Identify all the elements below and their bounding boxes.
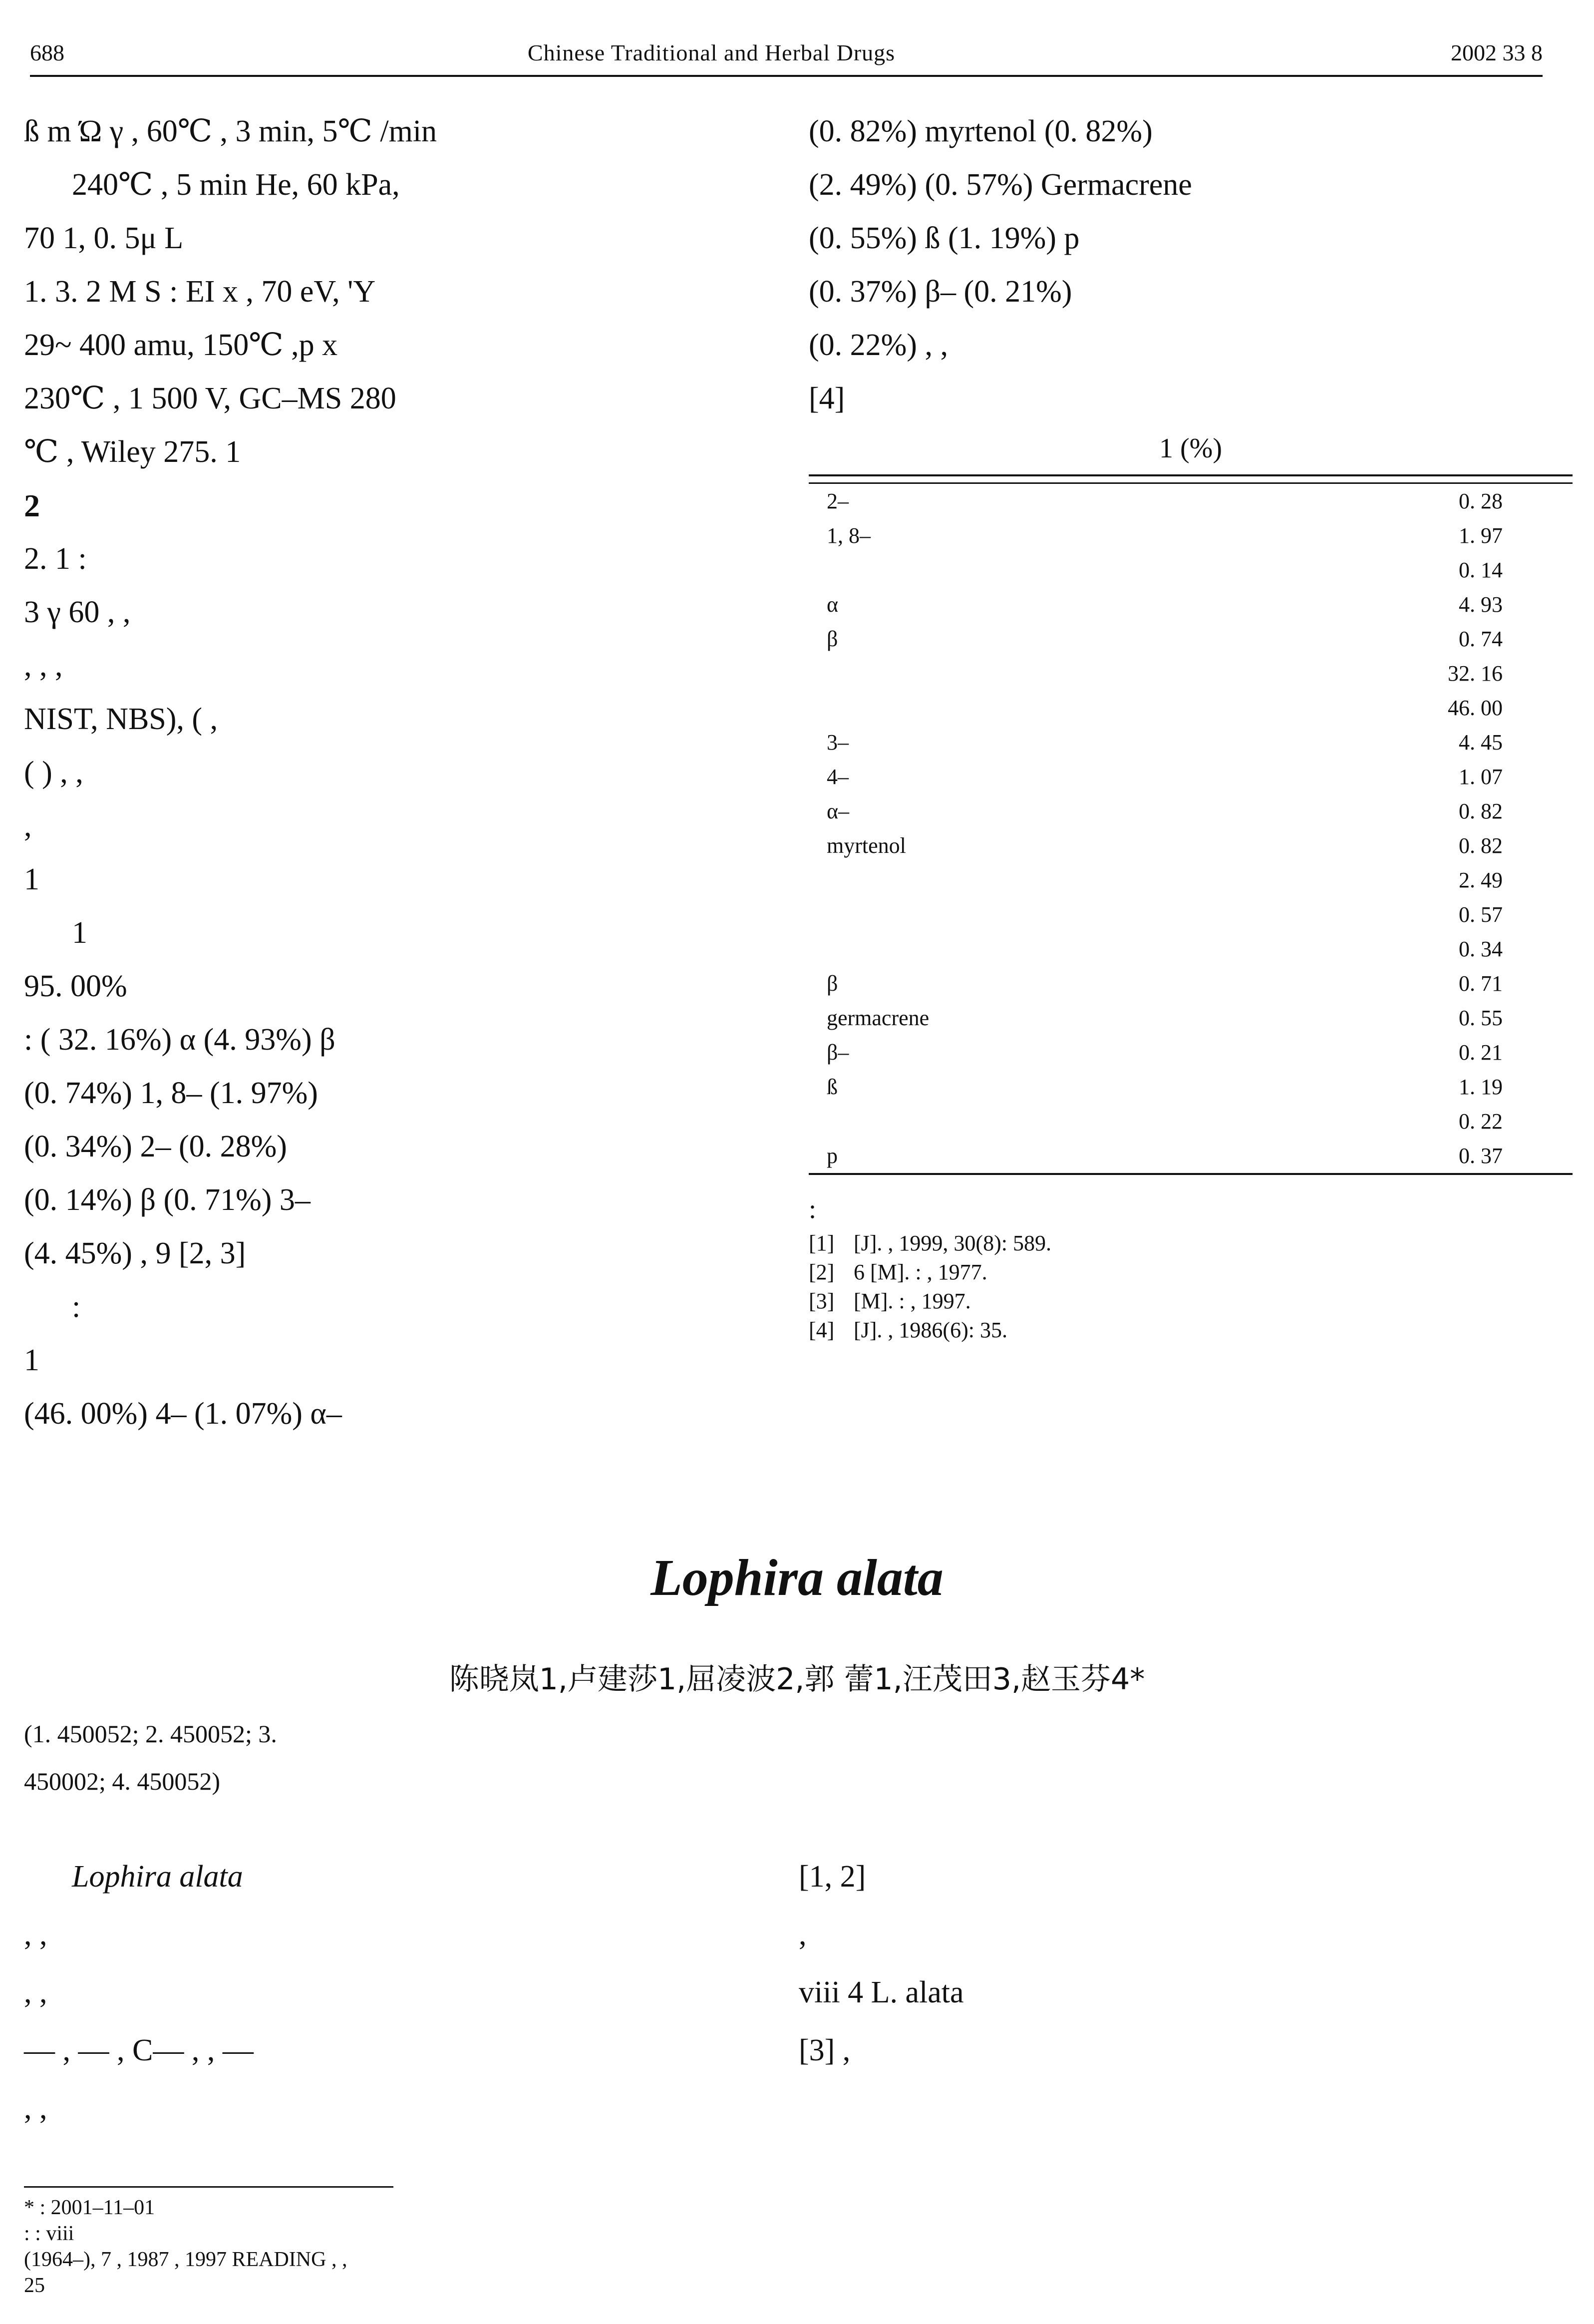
table-row (809, 828, 1573, 863)
table-row (809, 656, 1573, 691)
table-cell-name: β– (827, 1040, 849, 1065)
table-cell-value: 0. 82 (1459, 833, 1503, 858)
paragraph: Lophira alata (72, 1860, 243, 1894)
article2-authors: 陈晓岚1,卢建莎1,屈凌波2,郭 蕾1,汪茂田3,赵玉芬4* (449, 1662, 1145, 1697)
table-cell-name: 4– (827, 765, 849, 789)
paragraph: 230℃ , 1 500 V, GC–MS 280 (24, 382, 396, 415)
table-row (809, 897, 1573, 932)
paragraph: [1, 2] (799, 1860, 866, 1894)
table-row (809, 518, 1573, 553)
table-cell-value: 4. 93 (1459, 592, 1503, 617)
table-row (809, 1139, 1573, 1174)
table-cell-value: 0. 14 (1459, 558, 1503, 582)
table-header-name (809, 475, 1167, 483)
table-cell-value: 0. 74 (1459, 627, 1503, 651)
table-cell-value: 0. 28 (1459, 489, 1503, 513)
paragraph: : (72, 1290, 81, 1324)
footnote-line: (1964–), 7 , 1987 , 1997 READING , , (24, 2248, 347, 2271)
paragraph: 240℃ , 5 min He, 60 kPa, (72, 168, 400, 202)
table-row (809, 932, 1573, 966)
table-row (809, 725, 1573, 760)
paragraph: 1 (24, 862, 39, 896)
table-row (809, 553, 1573, 587)
table-cell-name (809, 691, 1167, 725)
table-cell-value: 0. 34 (1459, 937, 1503, 961)
table-cell-name (809, 1104, 1167, 1139)
table-cell-value: 1. 07 (1459, 765, 1503, 789)
table-cell-name: ß (827, 1075, 838, 1099)
table-cell-value: 32. 16 (1448, 661, 1503, 686)
paragraph: 29~ 400 amu, 150℃ ,p x (24, 328, 338, 362)
paragraph: , , (24, 1918, 47, 1951)
paragraph: ℃ , Wiley 275. 1 (24, 435, 241, 469)
paragraph: (4. 45%) , 9 [2, 3] (24, 1236, 246, 1270)
paragraph: 1 (24, 1343, 39, 1377)
table-row (809, 691, 1573, 725)
paragraph: (0. 55%) ß (1. 19%) p (809, 221, 1080, 255)
reference-text: 6 [M]. : , 1977. (854, 1260, 987, 1284)
table-row (809, 760, 1573, 794)
affiliation-line: 450002; 4. 450052) (24, 1767, 221, 1795)
reference-number: [1] (809, 1231, 835, 1255)
table-cell-name: β (827, 627, 838, 651)
paragraph: ß m Ώ γ , 60℃ , 3 min, 5℃ /min (24, 114, 437, 148)
table-cell-name: α– (827, 799, 850, 823)
subsection-heading: 1. 3. 2 M S : EI x , 70 eV, 'Y (24, 275, 376, 309)
reference-number: [2] (809, 1260, 835, 1284)
article1-right-column (809, 105, 1573, 1345)
table-cell-value: 0. 82 (1459, 799, 1503, 823)
reference-number: [4] (809, 1318, 835, 1342)
compounds-table (809, 474, 1573, 1175)
paragraph: (0. 14%) β (0. 71%) 3– (24, 1183, 311, 1217)
footnote (24, 2195, 1562, 2299)
table-cell-value: 0. 22 (1459, 1109, 1503, 1134)
reference-number: [3] (809, 1289, 835, 1313)
page-number: 688 (30, 39, 64, 65)
paragraph: NIST, NBS), ( , (24, 702, 218, 736)
paragraph: — , — , C— , , — (24, 2033, 254, 2067)
table-cell-name (809, 932, 1167, 966)
table-cell-name: 1, 8– (827, 523, 871, 548)
paragraph: , , (24, 2091, 47, 2125)
paragraph: [4] (809, 382, 845, 415)
table-row (809, 1035, 1573, 1070)
table-row (809, 966, 1573, 1001)
paragraph: , , , (24, 649, 63, 683)
reference-text: [J]. , 1986(6): 35. (854, 1318, 1007, 1342)
reference-item (809, 1287, 1573, 1316)
section-heading: 2 (24, 488, 40, 523)
affiliation-line: (1. 450052; 2. 450052; 3. (24, 1720, 277, 1748)
table-cell-value: 1. 19 (1459, 1075, 1503, 1099)
article1-left-column (24, 105, 773, 1441)
paragraph: (2. 49%) (0. 57%) Germacrene (809, 168, 1192, 202)
table-header-row (809, 475, 1573, 483)
paragraph: (46. 00%) 4– (1. 07%) α– (24, 1397, 342, 1431)
journal-name: Chinese Traditional and Herbal Drugs (527, 39, 896, 65)
article2-left-column (24, 1848, 773, 2137)
paragraph: (0. 37%) β– (0. 21%) (809, 275, 1072, 309)
journal-issue: 2002 33 8 (1451, 39, 1543, 65)
table-cell-value: 0. 55 (1459, 1006, 1503, 1030)
table-cell-value: 2. 49 (1459, 868, 1503, 892)
table-row (809, 483, 1573, 519)
reference-item (809, 1316, 1573, 1345)
page-header (30, 30, 1543, 77)
table-cell-value: 4. 45 (1459, 730, 1503, 755)
table-row (809, 794, 1573, 828)
table-cell-value: 46. 00 (1448, 696, 1503, 720)
table-cell-name: p (809, 1139, 1167, 1174)
table-cell-name: germacrene (827, 1006, 930, 1030)
table-header-value (1167, 475, 1573, 483)
paragraph: (0. 82%) myrtenol (0. 82%) (809, 114, 1153, 148)
table-cell-name (809, 656, 1167, 691)
footnote-divider (24, 2186, 393, 2188)
paragraph: (0. 34%) 2– (0. 28%) (24, 1130, 287, 1163)
paragraph: ( ) , , (24, 756, 83, 789)
table-cell-value: 0. 37 (1167, 1139, 1573, 1174)
paragraph: 95. 00% (24, 969, 127, 1003)
paragraph: : ( 32. 16%) α (4. 93%) β (24, 1023, 335, 1057)
article2-right-column (799, 1848, 1568, 2079)
title-latin-name: Lophira alata (650, 1549, 944, 1606)
article2-title (0, 1548, 1594, 1607)
reference-text: [J]. , 1999, 30(8): 589. (854, 1231, 1051, 1255)
table-cell-value: 0. 21 (1459, 1040, 1503, 1065)
table-cell-name: 3– (827, 730, 849, 755)
table-row (809, 1001, 1573, 1035)
table-cell-value: 0. 57 (1459, 902, 1503, 927)
footnote-line: 25 (24, 2274, 45, 2297)
paragraph: viii 4 L. alata (799, 1975, 964, 2009)
paragraph: 1 (72, 916, 87, 950)
table-cell-name (809, 897, 1167, 932)
footnote-line: : : viii (24, 2222, 74, 2245)
table-cell-value: 0. 71 (1459, 971, 1503, 996)
subsection-heading: 2. 1 : (24, 542, 87, 576)
table-row (809, 587, 1573, 622)
paragraph: (0. 22%) , , (809, 328, 948, 362)
table-cell-value: 1. 97 (1459, 523, 1503, 548)
table-caption: 1 (%) (1159, 433, 1222, 464)
table-cell-name (809, 863, 1167, 897)
table-row (809, 1104, 1573, 1139)
reference-item (809, 1229, 1573, 1258)
paragraph: 70 1, 0. 5μ L (24, 221, 184, 255)
paragraph: 3 γ 60 , , (24, 595, 131, 629)
table-cell-name (809, 553, 1167, 587)
paragraph: , (799, 1918, 807, 1951)
references-title: : (809, 1194, 817, 1224)
table-row (809, 863, 1573, 897)
table-row (809, 1070, 1573, 1104)
paragraph: , (24, 809, 32, 843)
paragraph: [3] , (799, 2033, 851, 2067)
table-cell-name: myrtenol (827, 833, 906, 858)
reference-text: [M]. : , 1997. (854, 1289, 971, 1313)
table-cell-name: α (827, 592, 839, 617)
article2-affiliations (24, 1710, 1562, 1805)
table-cell-name: 2– (827, 489, 849, 513)
table-cell-name: β (827, 971, 838, 996)
reference-item (809, 1258, 1573, 1287)
paragraph: , , (24, 1975, 47, 2009)
paragraph: (0. 74%) 1, 8– (1. 97%) (24, 1076, 318, 1110)
footnote-line: * : 2001–11–01 (24, 2196, 155, 2219)
table-row (809, 622, 1573, 656)
